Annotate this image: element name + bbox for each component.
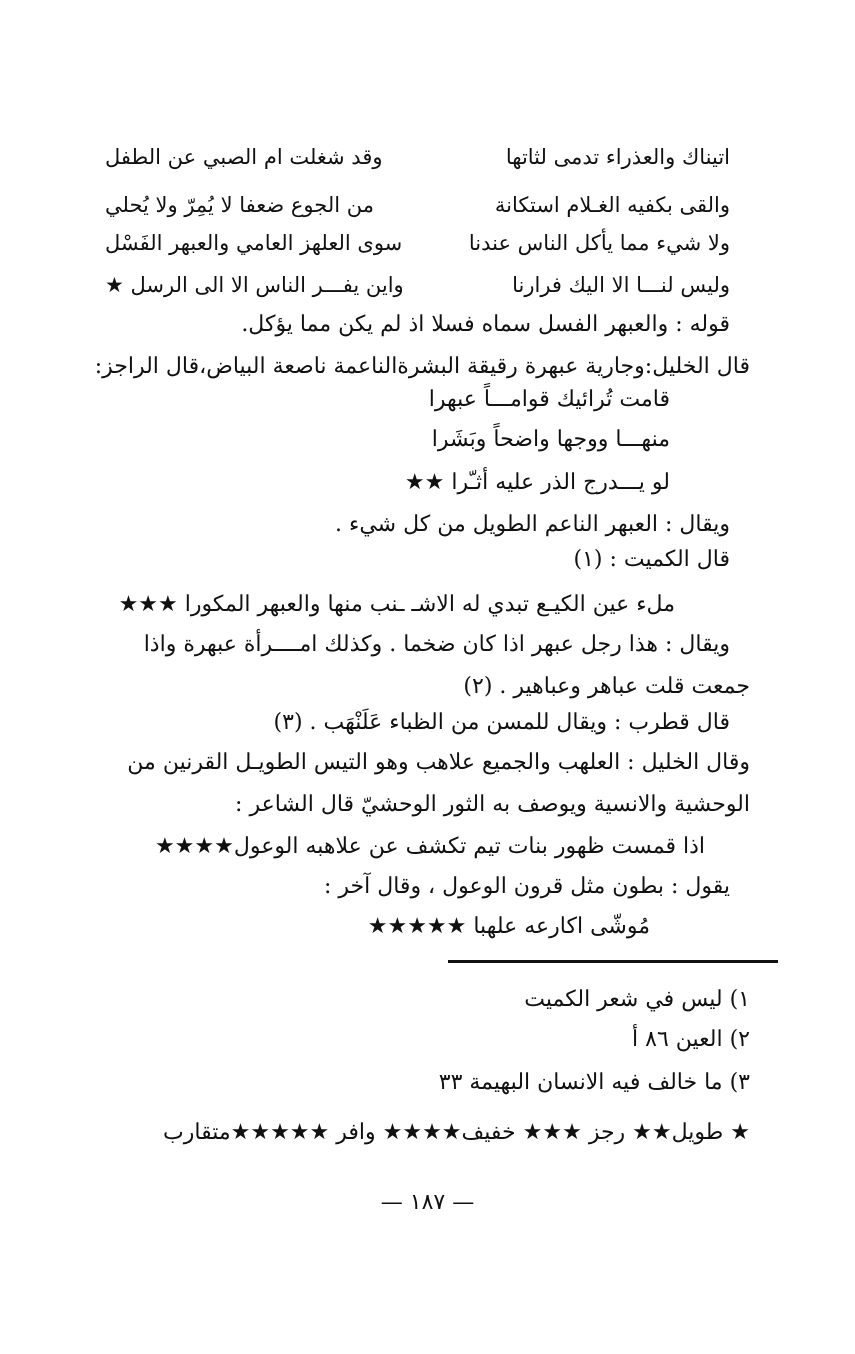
- verse-line: ملء عين الكيـع تبدي له الاشـ ـنب منها والعبهر المكورا ★★★: [118, 592, 675, 617]
- verse-couplet: [105, 226, 730, 260]
- verse-second-hemistich: سوى العلهز العامي والعبهر الفَسْل: [105, 231, 403, 255]
- text-line: قوله : والعبهر الفسل سماه فسلا اذ لم يكن مما يؤكل.: [241, 312, 730, 337]
- rajaz-verse-line: لو يـــدرج الذر عليه أثـّرا ★★: [404, 470, 670, 495]
- footnote-separator: [448, 960, 778, 963]
- verse-couplet: [105, 140, 730, 174]
- verse-first-hemistich: اتيناك والعذراء تدمى لثاتها: [505, 145, 730, 169]
- footnote: ١) ليس في شعر الكميت: [524, 987, 750, 1012]
- verse-couplet: [105, 188, 730, 222]
- meter-legend: ★ طويل★★ رجز ★★★ خفيف★★★★ وافر ★★★★★متقارب: [163, 1120, 750, 1145]
- text-line: يقول : بطون مثل قرون الوعول ، وقال آخر :: [323, 874, 730, 899]
- text-line: وقال الخليل : العلهب والجميع علاهب وهو التيس الطويـل القرنين من: [127, 750, 750, 775]
- footnote: ٢) العين ٨٦ أ: [632, 1027, 750, 1052]
- verse-line: اذا قمست ظهور بنات تيم تكشف عن علاهبه الوعول★★★★: [154, 834, 705, 859]
- verse-line: مُوشّى اكارعه علهبا ★★★★★: [367, 914, 650, 939]
- text-line: جمعت قلت عباهر وعباهير . (٢): [463, 674, 750, 699]
- verse-first-hemistich: والقى بكفيه الغـلام استكانة: [494, 193, 730, 217]
- text-line: قال الكميت : (١): [573, 547, 730, 572]
- verse-second-hemistich: واين يفـــر الناس الا الى الرسل ★: [105, 273, 404, 297]
- verse-first-hemistich: ولا شيء مما يأكل الناس عندنا: [468, 231, 730, 255]
- text-line: ويقال : العبهر الناعم الطويل من كل شيء .: [335, 512, 730, 537]
- text-line: قال قطرب : ويقال للمسن من الظباء عَلَنْهَب . (٣): [273, 710, 730, 735]
- page-number: — ١٨٧ —: [380, 1190, 475, 1215]
- verse-couplet: [105, 268, 730, 302]
- verse-second-hemistich: من الجوع ضعفا لا يُمِرّ ولا يُحلي: [105, 193, 374, 217]
- verse-first-hemistich: وليس لنـــا الا اليك فرارنا: [512, 273, 730, 297]
- footnote: ٣) ما خالف فيه الانسان البهيمة ٣٣: [438, 1070, 750, 1095]
- verse-second-hemistich: وقد شغلت ام الصبي عن الطفل: [105, 145, 383, 169]
- rajaz-verse-line: قامت تُرائيك قوامـــاً عبهرا: [428, 387, 670, 412]
- text-line: الوحشية والانسية ويوصف به الثور الوحشيّ قال الشاعر :: [235, 792, 750, 817]
- text-line: ويقال : هذا رجل عبهر اذا كان ضخما . وكذلك امــــرأة عبهرة واذا: [143, 632, 730, 657]
- rajaz-verse-line: منهـــا ووجها واضحاً وبَشَرا: [431, 427, 670, 452]
- text-line: قال الخليل:وجارية عبهرة رقيقة البشرةالناعمة ناصعة البياض،قال الراجز:: [94, 354, 750, 379]
